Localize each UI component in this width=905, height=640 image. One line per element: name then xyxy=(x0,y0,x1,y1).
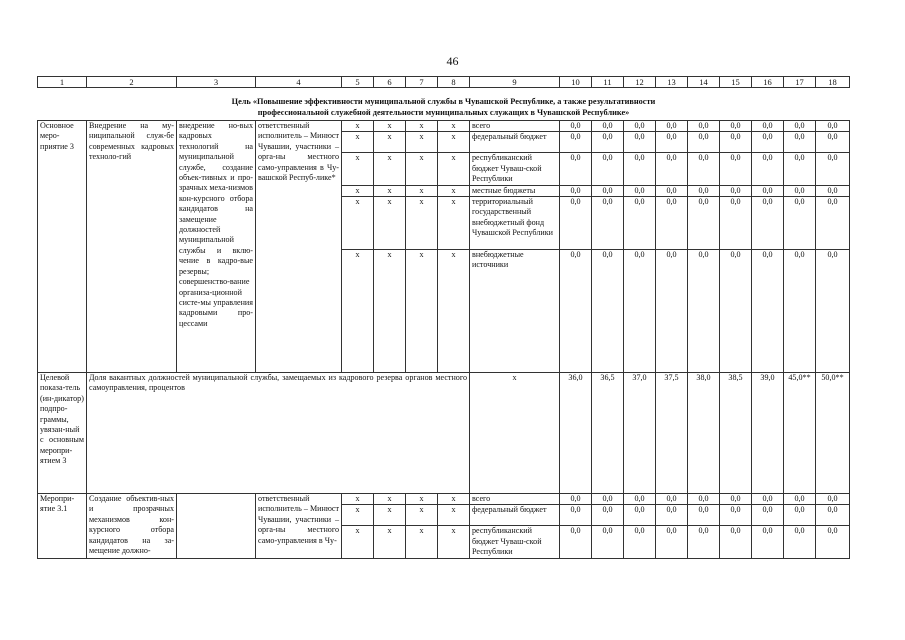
funding-value: 0,0 xyxy=(656,132,688,153)
funding-value: 0,0 xyxy=(752,121,784,132)
funding-value: 0,0 xyxy=(688,494,720,505)
funding-value: 0,0 xyxy=(752,185,784,196)
event-name: Создание объектив-ных и прозрачных механизмов кон-курсного отбора кандидатов на за-мещение должно- xyxy=(87,494,177,559)
budget-code: x xyxy=(374,250,406,373)
budget-code: x xyxy=(438,505,470,526)
event-description: внедрение но-вых кадровых технологий на муниципальной службе, создание объек-тивных и про-зрачных меха-низмов кон-курсного отбора кандидатов на замещение должностей муниципальной службы и вклю-чение в кадро-вые резервы; совершенство-вание организа-ционной систе-мы управления кадровыми про-цессами xyxy=(177,121,256,373)
budget-code: x xyxy=(438,197,470,250)
event-3-1-block xyxy=(38,494,850,559)
event-label: Основное меро-приятие 3 xyxy=(38,121,87,373)
funding-value: 0,0 xyxy=(688,526,720,558)
budget-code: x xyxy=(342,505,374,526)
funding-source: республиканский бюджет Чуваш-ской Республики xyxy=(470,526,560,558)
budget-code: x xyxy=(374,494,406,505)
funding-source: внебюджетные источники xyxy=(470,250,560,373)
funding-value: 0,0 xyxy=(720,121,752,132)
indicator-value: 38,5 xyxy=(720,373,752,494)
indicator-value: 36,0 xyxy=(560,373,592,494)
goal-line-1: Цель «Повышение эффективности муниципальной службы в Чувашской Республике, а также результативности xyxy=(231,97,656,106)
budget-code: x xyxy=(406,121,438,132)
indicator-code: x xyxy=(470,373,560,494)
column-number: 12 xyxy=(624,77,656,88)
funding-value: 0,0 xyxy=(816,132,850,153)
funding-value: 0,0 xyxy=(784,121,816,132)
column-number: 13 xyxy=(656,77,688,88)
funding-value: 0,0 xyxy=(560,494,592,505)
funding-value: 0,0 xyxy=(752,526,784,558)
column-number: 1 xyxy=(38,77,87,88)
column-number: 18 xyxy=(816,77,850,88)
funding-value: 0,0 xyxy=(688,250,720,373)
funding-value: 0,0 xyxy=(720,185,752,196)
indicator-text: Доля вакантных должностей муниципальной службы, замещаемых из кадрового резерва органов местного самоуправления, процентов xyxy=(87,373,470,494)
column-number: 2 xyxy=(87,77,177,88)
funding-value: 0,0 xyxy=(560,132,592,153)
funding-value: 0,0 xyxy=(624,505,656,526)
funding-source: республиканский бюджет Чуваш-ской Республики xyxy=(470,153,560,185)
funding-value: 0,0 xyxy=(720,153,752,185)
budget-code: x xyxy=(406,526,438,558)
funding-value: 0,0 xyxy=(816,526,850,558)
funding-value: 0,0 xyxy=(656,185,688,196)
funding-value: 0,0 xyxy=(560,153,592,185)
funding-value: 0,0 xyxy=(624,526,656,558)
budget-code: x xyxy=(438,121,470,132)
funding-value: 0,0 xyxy=(720,494,752,505)
funding-value: 0,0 xyxy=(624,494,656,505)
funding-value: 0,0 xyxy=(784,132,816,153)
column-number: 9 xyxy=(470,77,560,88)
column-number: 8 xyxy=(438,77,470,88)
budget-code: x xyxy=(342,494,374,505)
funding-value: 0,0 xyxy=(656,153,688,185)
funding-value: 0,0 xyxy=(560,526,592,558)
indicator-value: 37,0 xyxy=(624,373,656,494)
funding-value: 0,0 xyxy=(656,197,688,250)
funding-value: 0,0 xyxy=(560,121,592,132)
budget-code: x xyxy=(374,185,406,196)
budget-code: x xyxy=(406,132,438,153)
goal-line-2: профессиональной служебной деятельности муниципальных служащих в Чувашской Республике» xyxy=(257,108,630,117)
funding-value: 0,0 xyxy=(688,121,720,132)
funding-value: 0,0 xyxy=(592,185,624,196)
budget-code: x xyxy=(438,132,470,153)
funding-value: 0,0 xyxy=(656,494,688,505)
funding-value: 0,0 xyxy=(720,505,752,526)
funding-value: 0,0 xyxy=(656,505,688,526)
indicator-value: 50,0** xyxy=(816,373,850,494)
funding-value: 0,0 xyxy=(720,250,752,373)
budget-code: x xyxy=(438,185,470,196)
funding-value: 0,0 xyxy=(656,250,688,373)
funding-value: 0,0 xyxy=(656,121,688,132)
funding-value: 0,0 xyxy=(688,185,720,196)
main-event-block xyxy=(38,121,850,373)
funding-value: 0,0 xyxy=(560,185,592,196)
indicator-value: 45,0** xyxy=(784,373,816,494)
budget-code: x xyxy=(374,197,406,250)
funding-value: 0,0 xyxy=(752,250,784,373)
funding-value: 0,0 xyxy=(784,505,816,526)
funding-value: 0,0 xyxy=(720,526,752,558)
budget-code: x xyxy=(342,526,374,558)
funding-source: федеральный бюджет xyxy=(470,132,560,153)
funding-value: 0,0 xyxy=(752,197,784,250)
funding-row xyxy=(38,121,850,132)
funding-value: 0,0 xyxy=(816,185,850,196)
funding-value: 0,0 xyxy=(624,121,656,132)
budget-code: x xyxy=(406,250,438,373)
funding-source: федеральный бюджет xyxy=(470,505,560,526)
budget-code: x xyxy=(374,132,406,153)
funding-value: 0,0 xyxy=(816,250,850,373)
column-number-row xyxy=(38,77,850,88)
funding-value: 0,0 xyxy=(784,526,816,558)
funding-value: 0,0 xyxy=(624,185,656,196)
funding-value: 0,0 xyxy=(624,197,656,250)
funding-value: 0,0 xyxy=(816,505,850,526)
funding-value: 0,0 xyxy=(752,505,784,526)
budget-code: x xyxy=(438,250,470,373)
budget-code: x xyxy=(406,197,438,250)
budget-code: x xyxy=(342,250,374,373)
budget-code: x xyxy=(406,153,438,185)
funding-value: 0,0 xyxy=(816,494,850,505)
indicator-value: 37,5 xyxy=(656,373,688,494)
funding-value: 0,0 xyxy=(784,494,816,505)
funding-value: 0,0 xyxy=(688,505,720,526)
funding-source: всего xyxy=(470,494,560,505)
funding-value: 0,0 xyxy=(592,505,624,526)
funding-value: 0,0 xyxy=(592,197,624,250)
budget-code: x xyxy=(342,153,374,185)
column-number: 6 xyxy=(374,77,406,88)
funding-value: 0,0 xyxy=(560,505,592,526)
funding-value: 0,0 xyxy=(784,250,816,373)
funding-value: 0,0 xyxy=(656,526,688,558)
budget-code: x xyxy=(406,505,438,526)
funding-value: 0,0 xyxy=(624,250,656,373)
budget-code: x xyxy=(406,494,438,505)
budget-code: x xyxy=(438,153,470,185)
budget-code: x xyxy=(406,185,438,196)
funding-value: 0,0 xyxy=(592,494,624,505)
funding-value: 0,0 xyxy=(592,250,624,373)
budget-code: x xyxy=(342,132,374,153)
column-number: 15 xyxy=(720,77,752,88)
funding-value: 0,0 xyxy=(816,153,850,185)
budget-code: x xyxy=(374,505,406,526)
funding-value: 0,0 xyxy=(688,153,720,185)
goal-row xyxy=(38,88,850,121)
column-number: 7 xyxy=(406,77,438,88)
indicator-row xyxy=(38,373,850,494)
funding-value: 0,0 xyxy=(592,526,624,558)
funding-value: 0,0 xyxy=(752,494,784,505)
column-number: 14 xyxy=(688,77,720,88)
indicator-value: 36,5 xyxy=(592,373,624,494)
funding-value: 0,0 xyxy=(816,121,850,132)
event-description xyxy=(177,494,256,559)
budget-code: x xyxy=(438,494,470,505)
funding-value: 0,0 xyxy=(560,250,592,373)
funding-value: 0,0 xyxy=(592,121,624,132)
funding-source: всего xyxy=(470,121,560,132)
funding-value: 0,0 xyxy=(784,197,816,250)
indicator-value: 38,0 xyxy=(688,373,720,494)
column-number: 17 xyxy=(784,77,816,88)
funding-value: 0,0 xyxy=(784,185,816,196)
column-number: 10 xyxy=(560,77,592,88)
column-number: 11 xyxy=(592,77,624,88)
event-label: Меропри-ятие 3.1 xyxy=(38,494,87,559)
funding-value: 0,0 xyxy=(720,132,752,153)
column-number: 3 xyxy=(177,77,256,88)
funding-source: территориальный государственный внебюджетный фонд Чувашской Республики xyxy=(470,197,560,250)
event-name: Внедрение на му-ниципальной служ-бе современных кадровых техноло-гий xyxy=(87,121,177,373)
funding-value: 0,0 xyxy=(816,197,850,250)
column-number: 5 xyxy=(342,77,374,88)
budget-code: x xyxy=(342,185,374,196)
budget-code: x xyxy=(374,153,406,185)
budget-code: x xyxy=(374,526,406,558)
column-number: 16 xyxy=(752,77,784,88)
funding-source: местные бюджеты xyxy=(470,185,560,196)
column-number: 4 xyxy=(256,77,342,88)
funding-value: 0,0 xyxy=(752,132,784,153)
event-responsible: ответственный исполнитель – Минюст Чувашии, участники – орга-ны местного само-управления в Чу- xyxy=(256,494,342,559)
funding-value: 0,0 xyxy=(592,153,624,185)
budget-code: x xyxy=(438,526,470,558)
budget-code: x xyxy=(342,121,374,132)
budget-code: x xyxy=(374,121,406,132)
indicator-value: 39,0 xyxy=(752,373,784,494)
funding-value: 0,0 xyxy=(688,132,720,153)
funding-value: 0,0 xyxy=(720,197,752,250)
page-number: 46 xyxy=(446,54,459,68)
funding-value: 0,0 xyxy=(752,153,784,185)
funding-value: 0,0 xyxy=(624,132,656,153)
funding-value: 0,0 xyxy=(560,197,592,250)
indicator-label: Целевой показа-тель (ин-дикатор) подпро-граммы, увязан-ный с основным меропри-ятием 3 xyxy=(38,373,87,494)
event-responsible: ответственный исполнитель – Минюст Чувашии, участники – орга-ны местного само-управления в Чу-вашской Респуб-лике* xyxy=(256,121,342,373)
funding-value: 0,0 xyxy=(624,153,656,185)
goal-heading xyxy=(38,88,850,121)
funding-value: 0,0 xyxy=(592,132,624,153)
program-table xyxy=(37,76,850,559)
funding-value: 0,0 xyxy=(784,153,816,185)
budget-code: x xyxy=(342,197,374,250)
funding-row xyxy=(38,494,850,505)
funding-value: 0,0 xyxy=(688,197,720,250)
